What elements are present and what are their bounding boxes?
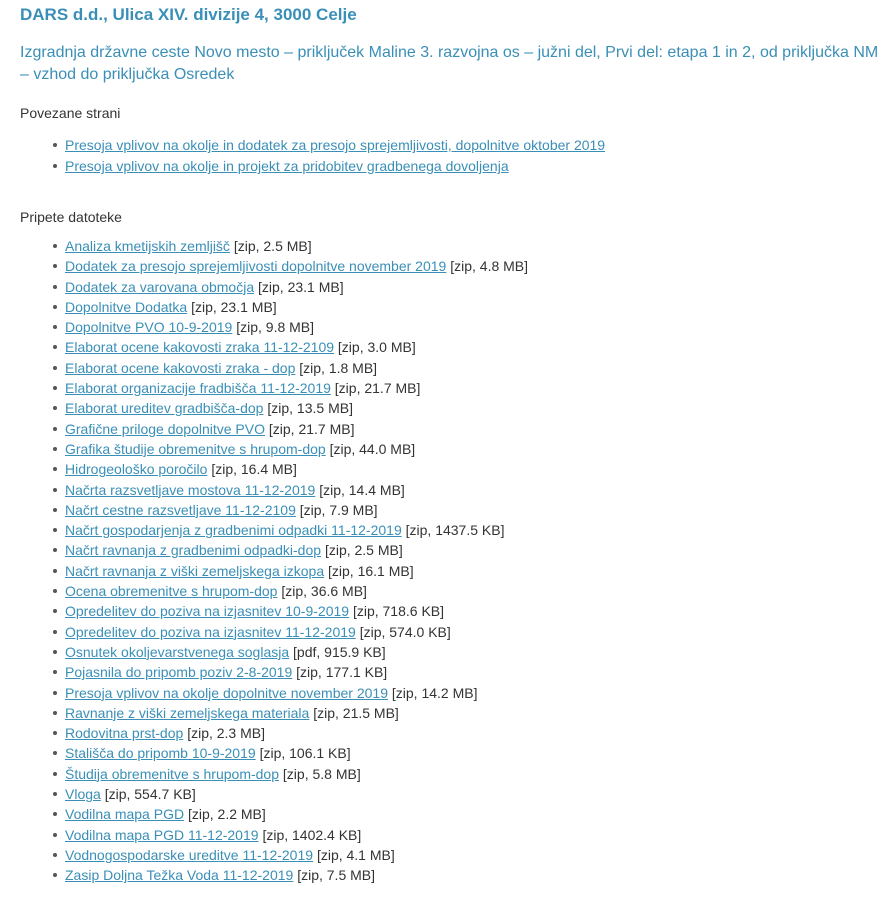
file-meta: [zip, 2.3 MB] xyxy=(187,725,265,742)
file-download-link[interactable]: Osnutek okoljevarstvenega soglasja xyxy=(65,643,290,660)
file-item xyxy=(65,419,895,439)
file-item xyxy=(65,297,895,317)
related-page-link[interactable]: Presoja vplivov na okolje in dodatek za presojo sprejemljivosti, dopolnitve oktober 2019 xyxy=(65,137,606,153)
file-download-link[interactable]: Stališča do pripomb 10-9-2019 xyxy=(65,745,256,762)
file-meta: [zip, 2.2 MB] xyxy=(187,806,266,823)
file-meta: [zip, 5.8 MB] xyxy=(282,765,361,782)
file-download-link[interactable]: Grafične priloge dopolnitve PVO xyxy=(65,420,265,437)
file-meta: [zip, 21.7 MB] xyxy=(334,380,421,397)
file-meta: [zip, 13.5 MB] xyxy=(267,400,353,417)
file-meta: [zip, 2.5 MB] xyxy=(233,238,312,254)
file-download-link[interactable]: Dopolnitve PVO 10-9-2019 xyxy=(65,319,233,336)
file-item xyxy=(65,439,895,459)
file-meta: [zip, 14.2 MB] xyxy=(391,684,478,701)
file-item xyxy=(65,358,895,378)
file-item xyxy=(65,480,895,500)
file-download-link[interactable]: Hidrogeološko poročilo xyxy=(65,461,208,478)
file-meta: [zip, 9.8 MB] xyxy=(236,319,315,336)
file-item xyxy=(65,459,895,479)
file-download-link[interactable]: Grafika študije obremenitve s hrupom-dop xyxy=(65,440,326,457)
file-item xyxy=(65,784,895,804)
file-item xyxy=(65,317,895,337)
file-meta: [zip, 106.1 KB] xyxy=(259,745,351,762)
file-item xyxy=(65,581,895,601)
file-item xyxy=(65,398,895,418)
file-item xyxy=(65,540,895,560)
file-item xyxy=(65,683,895,703)
file-meta: [zip, 574.0 KB] xyxy=(359,623,451,640)
file-download-link[interactable]: Vodilna mapa PGD xyxy=(65,806,185,823)
file-download-link[interactable]: Študija obremenitve s hrupom-dop xyxy=(65,765,280,782)
file-item xyxy=(65,865,895,885)
file-meta: [zip, 2.5 MB] xyxy=(324,542,403,559)
file-item xyxy=(65,825,895,845)
file-meta: [zip, 14.4 MB] xyxy=(319,481,405,498)
file-item xyxy=(65,662,895,682)
related-page-item xyxy=(65,156,895,177)
file-item xyxy=(65,277,895,297)
file-item xyxy=(65,236,895,256)
file-item xyxy=(65,337,895,357)
file-meta: [zip, 16.1 MB] xyxy=(328,562,414,579)
file-download-link[interactable]: Vloga xyxy=(65,786,101,803)
file-download-link[interactable]: Pojasnila do pripomb poziv 2-8-2019 xyxy=(65,664,293,681)
file-download-link[interactable]: Načrt cestne razsvetljave 11-12-2109 xyxy=(65,501,296,518)
file-download-link[interactable]: Načrt ravnanja z viški zemeljskega izkopa xyxy=(65,562,325,579)
related-pages-list xyxy=(20,135,895,177)
file-download-link[interactable]: Vodilna mapa PGD 11-12-2019 xyxy=(65,826,259,843)
file-download-link[interactable]: Elaborat ureditev gradbišča-dop xyxy=(65,400,264,417)
file-download-link[interactable]: Elaborat organizacije fradbišča 11-12-2019 xyxy=(65,380,331,397)
file-download-link[interactable]: Analiza kmetijskih zemljišč xyxy=(65,238,230,254)
file-download-link[interactable]: Načrta razsvetljave mostova 11-12-2019 xyxy=(65,481,316,498)
file-download-link[interactable]: Ravnanje z viški zemeljskega materiala xyxy=(65,704,310,721)
file-meta: [zip, 21.5 MB] xyxy=(313,704,399,721)
file-meta: [zip, 44.0 MB] xyxy=(329,440,416,457)
file-item xyxy=(65,764,895,784)
file-item xyxy=(65,723,895,743)
file-item xyxy=(65,622,895,642)
related-pages-heading: Povezane strani xyxy=(20,105,121,121)
file-meta: [zip, 3.0 MB] xyxy=(337,339,416,356)
project-title: Izgradnja državne ceste Novo mesto – priključek Maline 3. razvojna os – južni del, Prvi del: etapa 1 in 2, od priključka NM – vzhod do priključka Osredek xyxy=(20,44,879,83)
file-meta: [zip, 4.1 MB] xyxy=(316,846,395,863)
file-meta: [zip, 1402.4 KB] xyxy=(262,826,362,843)
related-page-item xyxy=(65,135,895,156)
file-item xyxy=(65,743,895,763)
file-download-link[interactable]: Načrt ravnanja z gradbenimi odpadki-dop xyxy=(65,542,322,559)
file-download-link[interactable]: Ocena obremenitve s hrupom-dop xyxy=(65,583,278,600)
file-download-link[interactable]: Elaborat ocene kakovosti zraka 11-12-2109 xyxy=(65,339,335,356)
file-item xyxy=(65,520,895,540)
file-item xyxy=(65,378,895,398)
file-meta: [zip, 1.8 MB] xyxy=(299,359,378,376)
file-item xyxy=(65,561,895,581)
file-item xyxy=(65,703,895,723)
file-item xyxy=(65,500,895,520)
file-meta: [zip, 21.7 MB] xyxy=(268,420,355,437)
file-meta: [zip, 23.1 MB] xyxy=(191,298,277,315)
file-meta: [zip, 7.9 MB] xyxy=(299,501,378,518)
organization-title: DARS d.d., Ulica XIV. divizije 4, 3000 Celje xyxy=(20,5,357,24)
related-page-link[interactable]: Presoja vplivov na okolje in projekt za pridobitev gradbenega dovoljenja xyxy=(65,158,509,174)
file-download-link[interactable]: Opredelitev do poziva na izjasnitev 11-12-2019 xyxy=(65,623,356,640)
file-meta: [zip, 1437.5 KB] xyxy=(405,522,505,539)
file-item xyxy=(65,845,895,865)
file-download-link[interactable]: Dodatek za presojo sprejemljivosti dopolnitve november 2019 xyxy=(65,258,447,275)
file-download-link[interactable]: Opredelitev do poziva na izjasnitev 10-9-2019 xyxy=(65,603,350,620)
file-meta: [zip, 554.7 KB] xyxy=(104,786,196,803)
file-meta: [zip, 16.4 MB] xyxy=(211,461,297,478)
file-meta: [pdf, 915.9 KB] xyxy=(293,643,386,660)
attached-files-list xyxy=(20,236,895,886)
file-meta: [zip, 36.6 MB] xyxy=(281,583,367,600)
file-download-link[interactable]: Načrt gospodarjenja z gradbenimi odpadki 11-12-2019 xyxy=(65,522,402,539)
file-meta: [zip, 23.1 MB] xyxy=(258,278,344,295)
file-download-link[interactable]: Zasip Doljna Težka Voda 11-12-2019 xyxy=(65,867,294,884)
file-download-link[interactable]: Presoja vplivov na okolje dopolnitve november 2019 xyxy=(65,684,388,701)
file-item xyxy=(65,642,895,662)
file-download-link[interactable]: Dodatek za varovana območja xyxy=(65,278,255,295)
file-download-link[interactable]: Rodovitna prst-dop xyxy=(65,725,184,742)
file-meta: [zip, 177.1 KB] xyxy=(296,664,388,681)
file-meta: [zip, 718.6 KB] xyxy=(352,603,445,620)
file-item xyxy=(65,601,895,621)
file-meta: [zip, 4.8 MB] xyxy=(450,258,529,275)
file-download-link[interactable]: Elaborat ocene kakovosti zraka - dop xyxy=(65,359,296,376)
file-download-link[interactable]: Dopolnitve Dodatka xyxy=(65,298,188,315)
attached-files-heading: Pripete datoteke xyxy=(20,209,122,225)
file-meta: [zip, 7.5 MB] xyxy=(297,867,376,884)
file-item xyxy=(65,256,895,276)
file-item xyxy=(65,804,895,824)
file-download-link[interactable]: Vodnogospodarske ureditve 11-12-2019 xyxy=(65,846,314,863)
